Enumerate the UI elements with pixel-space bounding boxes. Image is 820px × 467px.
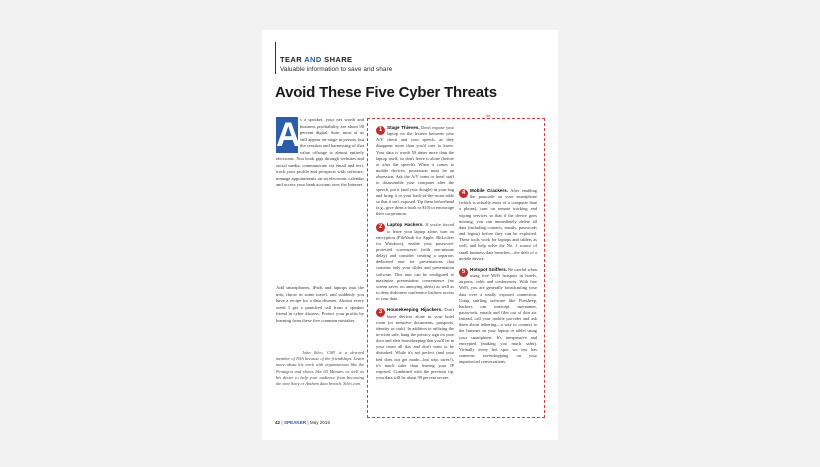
tips-column-left [376, 125, 454, 386]
intro-paragraph: s a speaker, your net worth and business profitability are about 90 percent digital. Sure, most of us still appear on-stage in person, but the creation and harnessing of that value offstage is almost entirely electronic. You book gigs through websites and social media, communicate via email and text, track your profile and prospects with software, manage appointments on an electronic calendar and access your bank account over the Internet. [276, 117, 364, 187]
section-tag: TEAR AND SHARE [280, 55, 353, 64]
tips-column-right [459, 125, 537, 370]
magazine-name: SPEAKER [283, 420, 307, 425]
article-title: Avoid These Five Cyber Threats [275, 84, 497, 101]
tip-5: 5 Hotspot Sniffers. Be careful when using free WiFi hotspots in hotels, airports, cafés and conferences. With free WiFi, you are generally broadcasting your data over a totally exposed connection. Using sniffing software like Firesheep, hackers can intercept usernames, passwords, emails and files out of thin air. Instead, call your mobile provider and ask them about tethering—a way to connect to the Internet on your laptop or tablet using your smartphone. It's inexpensive and encrypted (making you much safer). Virtually every hot spot we test has someone eavesdropping on your unprotected conversations. [459, 266, 537, 365]
tip-4: 4 Mobile Crackers. After enabling the passcode on your smartphone (which is actually more of a computer than a phone), turn on remote tracking and wiping services so that if the device goes missing, you can immediately delete all data (including contacts, emails, passwords and logins) before they can be exploited. These tools work for laptops and tablets as well, and help solve the No. 1 source of small business data breaches—the theft of a mobile device. [459, 188, 537, 261]
author-bio: John Sileo, CSP, is a devoted member of NSA because of the friendships. Learn more about his work with organizations like the Pentagon and shows like 60 Minutes as well as his desire to help your audience from becoming the next Sony or Anthem data breach. Sileo.com. [276, 350, 364, 387]
tip-3: 3 Housekeeping Hijackers. Don't leave devices alone in your hotel room (or sensitive documents, passports, identity or cash). In addition to utilizing the in-room safe, hang the privacy sign on your door and alert housekeeping that you'll be in your room all day and don't want to be disturbed. While it's not perfect (and your bed does not get made—but who cares?), it's much safer than leaving your IP exposed. Combined with the previous tip, your data will be about 99 percent secure. [376, 307, 454, 381]
page-footer: 42 | SPEAKER | May 2015 [275, 420, 331, 425]
intro-column [276, 117, 364, 193]
tip-2: 2 Laptop Hackers. If you're forced to leave your laptop alone, turn on encryption (FileVault for Apple, BitLocker for Windows), enable your password-protected screensaver (with one-minute delay) and consider creating a separate, dedicated user for presentations that contains only your slides and presentation software. This user can be configured to maximize presentation convenience (no screen saver, no annoying alerts) as well as to deny dishonest conference hackers access to your data. [376, 222, 454, 302]
issue-date: May 2015 [309, 420, 331, 425]
tip-1: 1 Stage Thieves. Don't expose your laptop on the lectern between your A/V check and your speech, as they disappear more than you'd care to know. Your data is worth 50 times more than the laptop itself, so don't leave it alone (before or after the speech). When it comes to mobile devices, possession must be an obsession. Ask the A/V team or hotel staff to disassemble your computer after the speech, put it (and your dongle) in your bag and bring it to your back-of-the-room table so that it isn't exposed. Tip them beforehand (e.g., give them a book or $10) to encourage their cooperation. [376, 125, 455, 217]
page-number: 42 [275, 420, 281, 425]
drop-cap: A [276, 116, 301, 154]
intro-paragraph-2: Add smartphones, iPads and laptops into the mix, throw in some travel, and suddenly you have a recipe for a data disaster. Almost every week I get a panicked call from a speaker friend in cyber distress. Protect your profits by learning from these five common mistakes. [276, 285, 364, 323]
section-subtitle: Valuable information to save and share [280, 66, 393, 73]
scissors-icon: ✂ [486, 113, 492, 120]
header-rule [275, 42, 276, 74]
tip-3-continued [459, 125, 537, 183]
